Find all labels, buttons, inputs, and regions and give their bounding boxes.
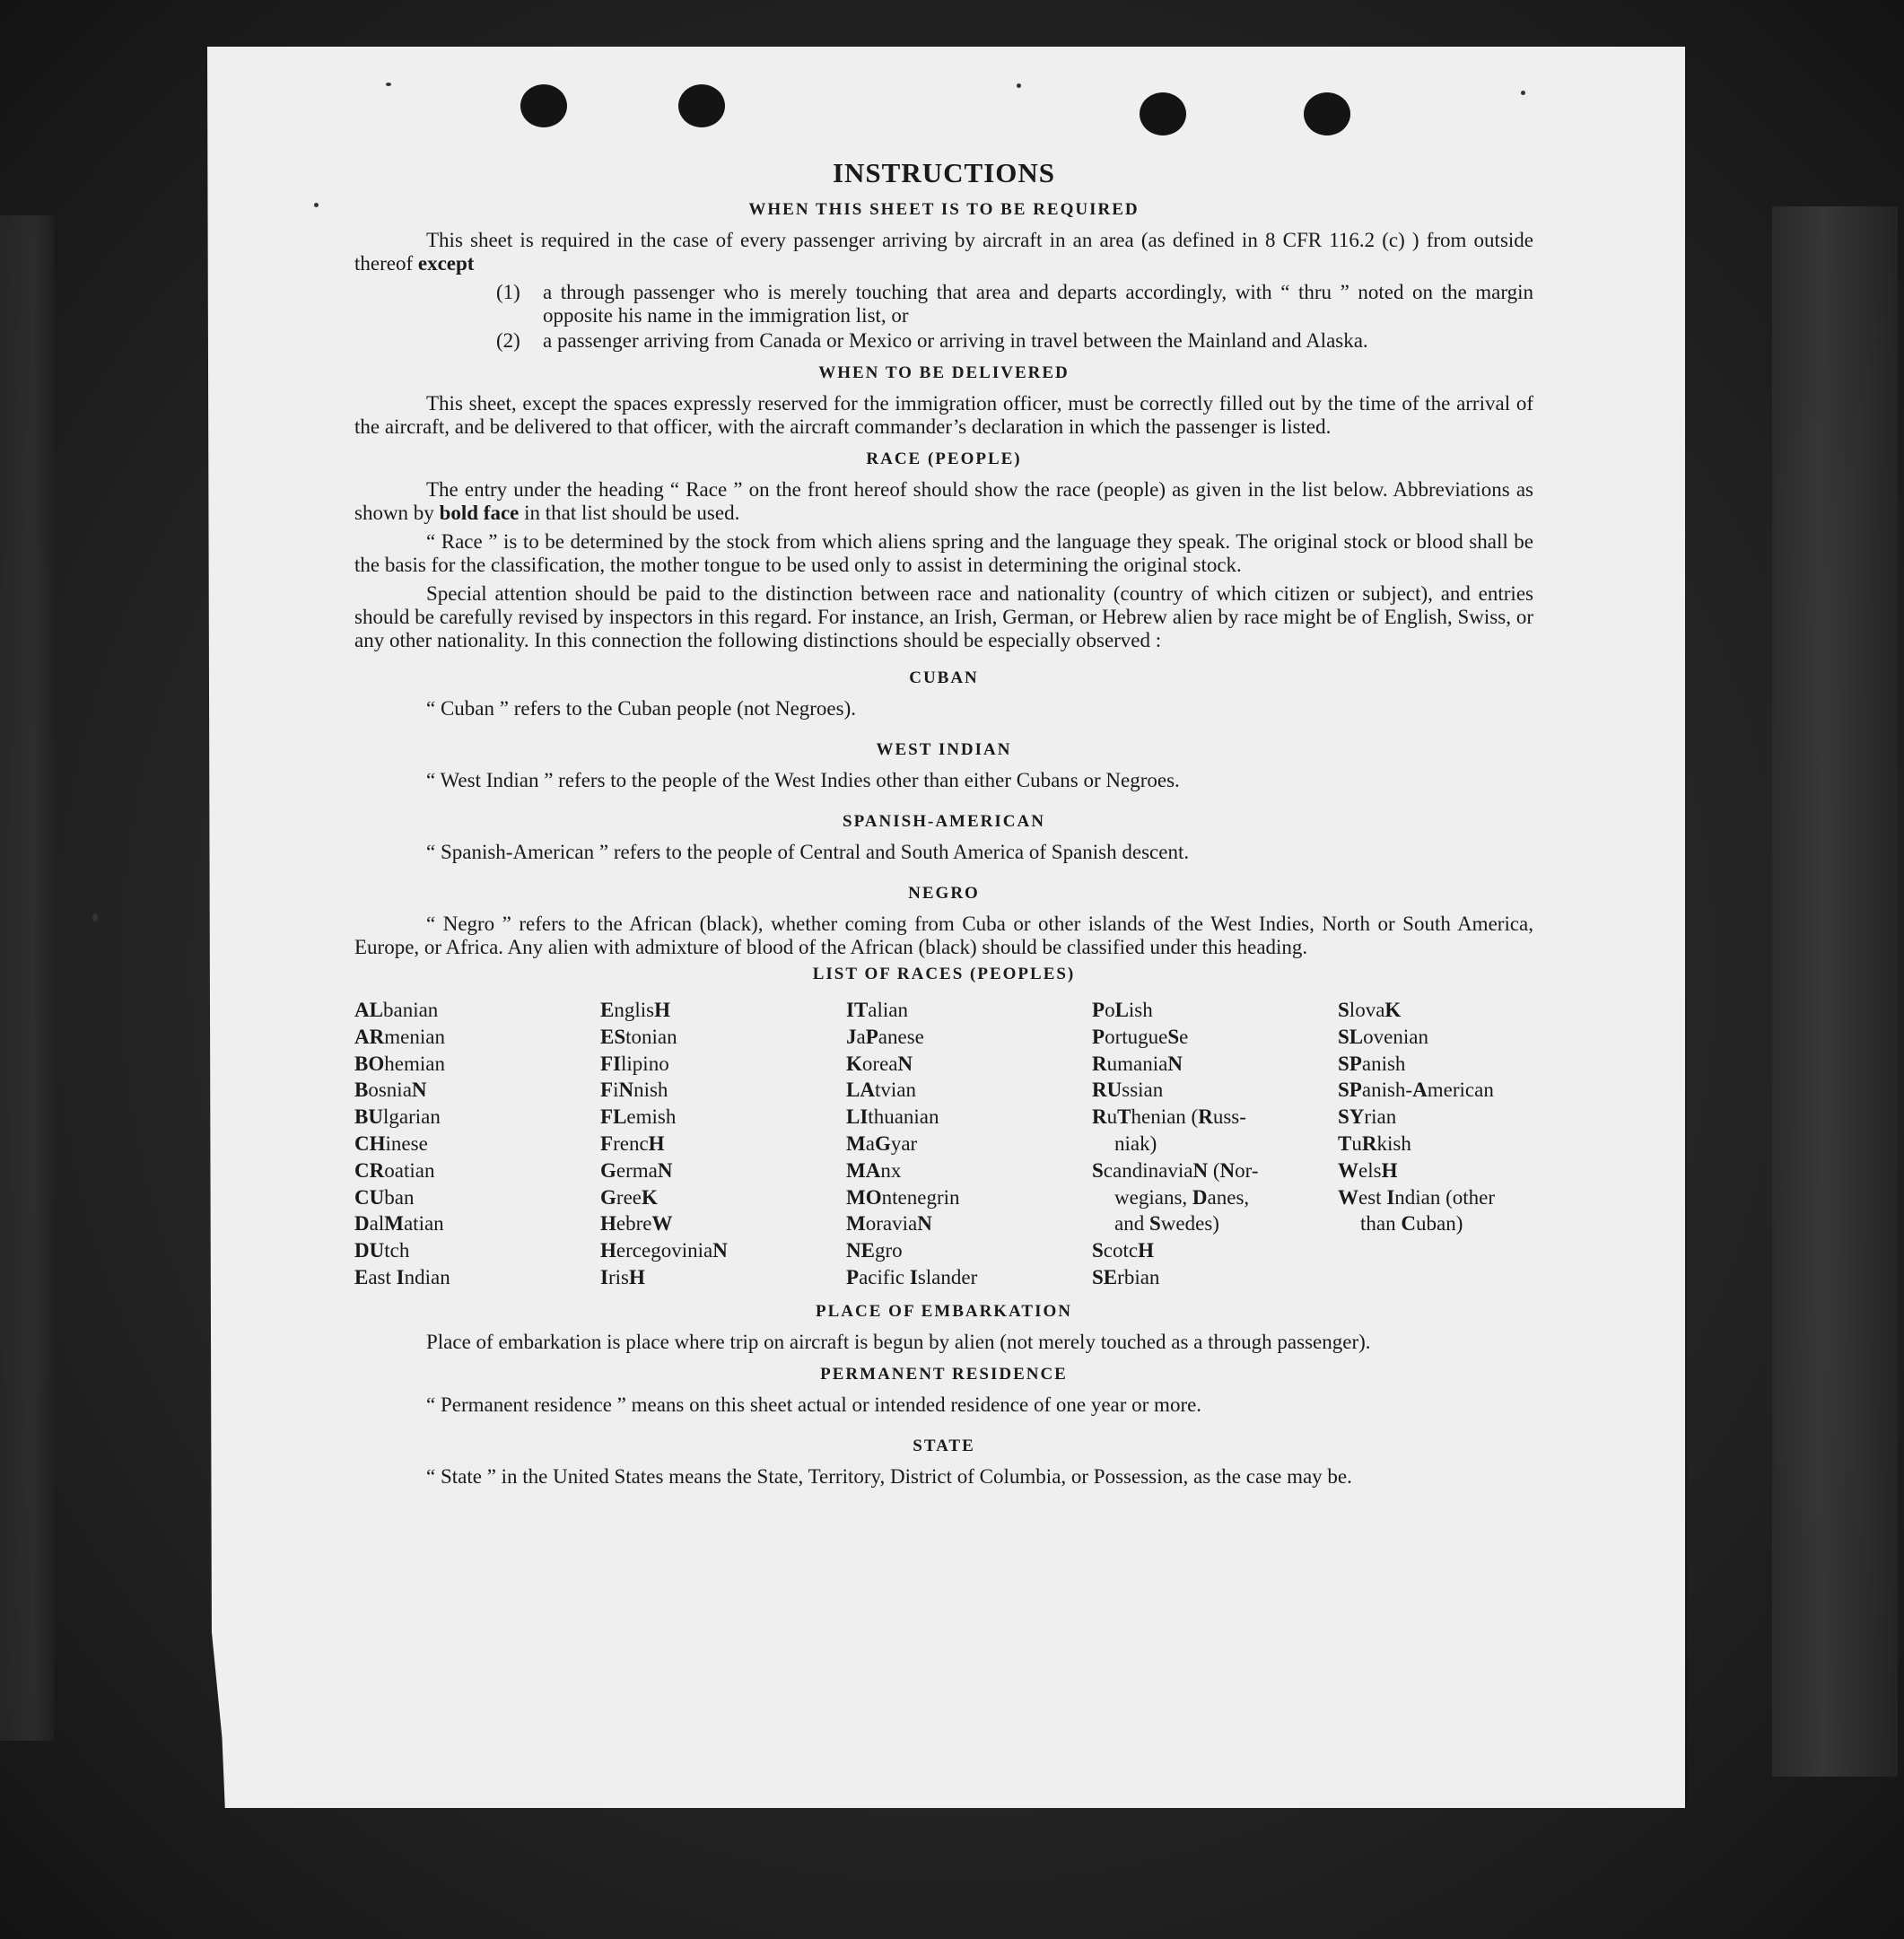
paragraph-race-3: Special attention should be paid to the distinction between race and nationality (country of which citizen or subject), and entries should be carefully revised by inspectors in this regard. For instance, an Irish, German, or Hebrew alien by race might be of English, Swiss, or any other nationality. In this connection the following distinctions should be especially observed : [354,582,1533,651]
race-entry: MOntenegrin [846,1185,960,1209]
heading-residence: PERMANENT RESIDENCE [820,1364,1068,1384]
race-column [1338,997,1533,1291]
race-entry: JaPanese [846,1025,924,1048]
race-entry: MoraviaN [846,1212,932,1236]
heading-list-of-races: LIST OF RACES (PEOPLES) [812,965,1076,983]
race-entry: HercegoviniaN [600,1239,728,1262]
race-entry: SPanish [1338,1052,1406,1075]
heading-embarkation: PLACE OF EMBARKATION [816,1301,1072,1321]
race-entry: ScotcH [1092,1239,1155,1262]
race-entry: KoreaN [846,1052,913,1075]
paragraph-state: “ State ” in the United States means the State, Territory, District of Columbia, or Possession, as the case may be. [426,1464,1352,1488]
race-entry: ARmenian [354,1025,445,1048]
race-entry: SLovenian [1338,1025,1428,1048]
punch-hole [1140,92,1186,135]
race-entry: IrisH [600,1265,645,1288]
heading-west-indian: WEST INDIAN [876,740,1012,759]
race-entry: and Swedes) [1114,1212,1219,1236]
instructions-text [354,157,1533,1494]
race-entry: LIthuanian [846,1105,939,1129]
race-entry: ALbanian [354,999,439,1021]
race-column [600,997,846,1291]
race-entry: EnglisH [600,999,670,1021]
heading-state: STATE [913,1436,975,1455]
film-edge-right [1772,206,1898,1777]
race-entry: LAtvian [846,1079,916,1102]
race-entry: East Indian [354,1265,450,1288]
heading-spanish-american: SPANISH-AMERICAN [843,812,1045,831]
scan-speck [1521,91,1525,95]
race-entry: RUssian [1092,1079,1164,1102]
race-entry: FiNnish [600,1079,668,1102]
race-entry: BUlgarian [354,1105,441,1129]
paragraph-when-required: This sheet is required in the case of every passenger arriving by aircraft in an area (as defined in 8 CFR 116.2 (c) ) from outside thereof except [354,229,1533,275]
race-entry: than Cuban) [1360,1212,1463,1236]
punch-hole [520,84,567,127]
race-entry: SErbian [1092,1265,1160,1288]
list-item: (2) a passenger arriving from Canada or Mexico or arriving in travel between the Mainland and Alaska. [496,329,1368,352]
heading-negro: NEGRO [908,884,980,903]
scan-speck [314,203,319,207]
race-entry: ScandinaviaN (Nor- [1092,1158,1259,1182]
race-entry: CRoatian [354,1158,435,1182]
punch-hole [678,84,725,127]
race-list [354,997,1533,1291]
race-entry: SYrian [1338,1105,1397,1129]
race-entry: SPanish-American [1338,1079,1494,1102]
race-entry: MaGyar [846,1131,918,1155]
paragraph-race-2: “ Race ” is to be determined by the stock from which aliens spring and the language they speak. The original stock or blood shall be the basis for the classification, the mother tongue to be used only to assist in determining the original stock. [354,530,1533,576]
race-column [1092,997,1338,1291]
race-entry: Pacific Islander [846,1265,978,1288]
race-column [846,997,1092,1291]
race-entry: CUban [354,1185,415,1209]
page-title: INSTRUCTIONS [832,157,1055,188]
race-entry: BosniaN [354,1079,427,1102]
scan-speck [386,83,391,86]
race-entry: RuThenian (Russ- [1092,1105,1246,1129]
punch-hole [1304,92,1350,135]
race-entry: BOhemian [354,1052,445,1075]
paragraph-residence: “ Permanent residence ” means on this sheet actual or intended residence of one year or more. [426,1393,1202,1416]
race-column [354,997,600,1291]
scan-speck [1017,83,1021,88]
race-entry: FrencH [600,1131,665,1155]
scan-speck [92,913,98,921]
paragraph-spanish-american: “ Spanish-American ” refers to the people of Central and South America of Spanish descent. [426,841,1190,863]
race-entry: RumaniaN [1092,1052,1183,1075]
race-entry: WelsH [1338,1158,1398,1182]
heading-when-required: WHEN THIS SHEET IS TO BE REQUIRED [748,200,1140,219]
race-entry: GreeK [600,1185,658,1209]
paragraph-cuban: “ Cuban ” refers to the Cuban people (not Negroes). [426,697,857,720]
race-entry: TuRkish [1338,1131,1411,1155]
race-entry: DUtch [354,1239,410,1262]
list-item: (1) a through passenger who is merely touching that area and departs accordingly, with “ thru ” noted on the margin opposite his name in the immigration list, or [496,281,1533,327]
race-entry: FIlipino [600,1052,669,1075]
paragraph-west-indian: “ West Indian ” refers to the people of the West Indies other than either Cubans or Negroes. [426,769,1180,791]
race-entry: FLemish [600,1105,677,1129]
race-entry: DalMatian [354,1212,444,1236]
heading-when-delivered: WHEN TO BE DELIVERED [818,363,1070,382]
race-entry: MAnx [846,1158,902,1182]
race-entry: PoLish [1092,999,1153,1021]
race-entry: CHinese [354,1131,428,1155]
race-entry: PortugueSe [1092,1025,1189,1048]
paragraph-race-1: The entry under the heading “ Race ” on the front hereof should show the race (people) as given in the list below. Abbreviations as shown by bold face in that list should be used. [354,478,1533,524]
race-entry: NEgro [846,1239,903,1262]
race-entry: wegians, Danes, [1114,1185,1250,1209]
race-entry: EStonian [600,1025,677,1048]
paragraph-when-delivered: This sheet, except the spaces expressly reserved for the immigration officer, must be correctly filled out by the time of the arrival of the aircraft, and be delivered to that officer, with the aircraft commander’s declaration in which the passenger is listed. [354,392,1533,438]
heading-race: RACE (PEOPLE) [866,450,1022,468]
race-entry: HebreW [600,1212,673,1236]
race-entry: West Indian (other [1338,1185,1496,1209]
race-entry: GermaN [600,1158,673,1182]
film-edge-left [0,215,54,1741]
paragraph-negro: “ Negro ” refers to the African (black), whether coming from Cuba or other islands of the West Indies, North or South America, Europe, or Africa. Any alien with admixture of blood of the African (black) should be classified under this heading. [354,913,1533,958]
paragraph-embarkation: Place of embarkation is place where trip on aircraft is begun by alien (not merely touched as a through passenger). [426,1330,1371,1353]
heading-cuban: CUBAN [909,668,979,687]
race-entry: SlovaK [1338,999,1402,1021]
race-entry: ITalian [846,999,909,1021]
race-entry: niak) [1114,1131,1157,1155]
